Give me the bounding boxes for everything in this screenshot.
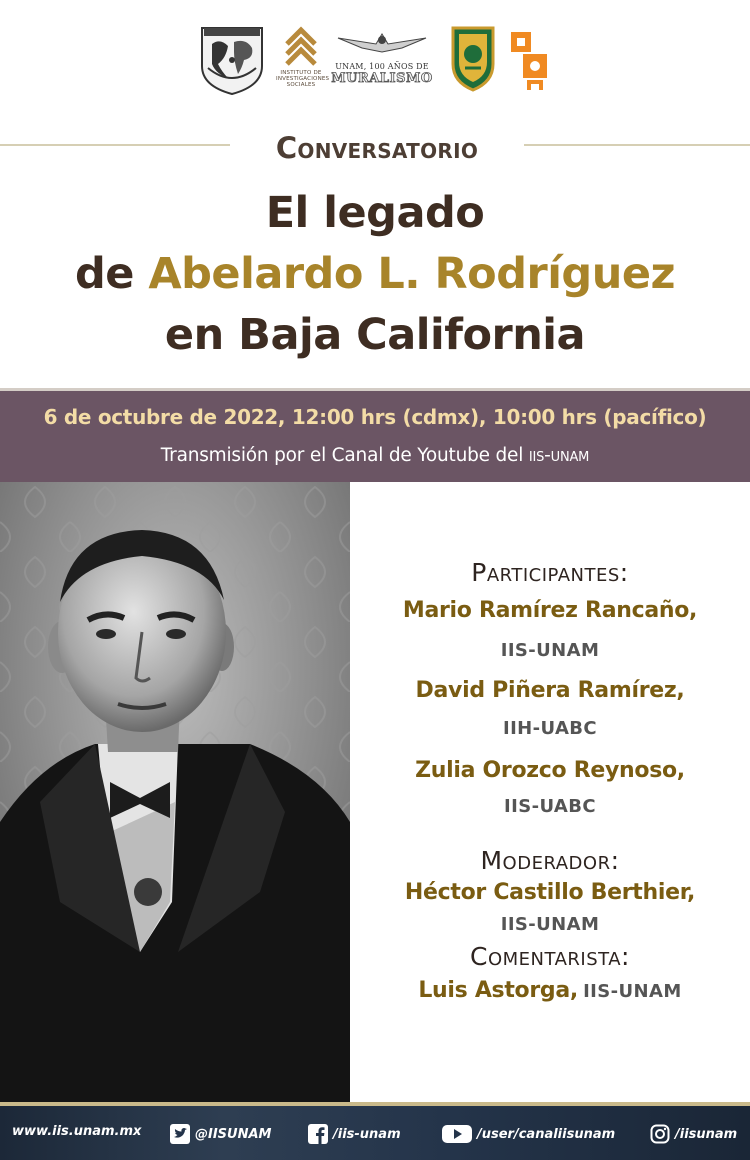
commentator-heading: Comentarista: (470, 942, 630, 971)
participant-institution: IIH-UABC (502, 718, 598, 739)
portrait-photo (0, 482, 350, 1102)
moderator-name: Héctor Castillo Berthier, (404, 880, 696, 905)
muralismo-line2: MURALISMO (331, 71, 433, 86)
title-line-2-prefix: de (74, 249, 149, 299)
title-line-3: en Baja California (164, 310, 586, 360)
iih-logo-icon (507, 28, 551, 94)
participant-name: Mario Ramírez Rancaño, (402, 598, 698, 623)
event-info-band (0, 388, 750, 482)
youtube-icon (442, 1124, 472, 1144)
stream-org: iis-unam (528, 445, 590, 466)
stream-info (0, 445, 750, 466)
website-link[interactable] (12, 1124, 141, 1139)
eagle-wings-icon (332, 30, 432, 56)
kicker-rule-left (0, 144, 230, 146)
unam-seal-icon (198, 24, 266, 96)
commentator-institution: IIS-UNAM (583, 981, 682, 1002)
facebook-handle: /iis-unam (333, 1126, 401, 1142)
youtube-handle: /user/canaliisunam (477, 1126, 616, 1142)
iis-caption-1: INSTITUTO DE (280, 70, 322, 76)
iis-caption-2: INVESTIGACIONES (276, 76, 330, 82)
facebook-link[interactable] (308, 1124, 401, 1144)
participants-panel (350, 482, 750, 1102)
participant-name: Zulia Orozco Reynoso, (415, 758, 685, 783)
instagram-handle: /iisunam (675, 1126, 738, 1142)
muralismo-line1: UNAM, 100 AÑOS DE (335, 62, 429, 71)
twitter-icon (170, 1124, 190, 1144)
moderator-institution: IIS-UNAM (500, 914, 600, 935)
iis-logo (276, 24, 330, 98)
twitter-handle: @IISUNAM (195, 1126, 272, 1142)
facebook-icon (308, 1124, 328, 1144)
uabc-shield-icon (449, 24, 497, 92)
iis-logo-icon (281, 24, 321, 70)
instagram-link[interactable] (650, 1124, 737, 1144)
title-honoree: Abelardo L. Rodríguez (148, 249, 676, 299)
youtube-link[interactable] (442, 1124, 615, 1144)
event-date: 6 de octubre de 2022, 12:00 hrs (cdmx), 10:00 hrs (pacífico) (43, 405, 707, 429)
participant-institution: IIS-UABC (504, 796, 596, 817)
commentator-line (350, 978, 750, 1003)
participant-institution: IIS-UNAM (500, 640, 600, 661)
muralismo-logo (330, 30, 434, 100)
commentator-name: Luis Astorga, (418, 978, 578, 1003)
moderator-heading: Moderador: (480, 846, 620, 875)
instagram-icon (650, 1124, 670, 1144)
participant-name: David Piñera Ramírez, (415, 678, 685, 703)
twitter-link[interactable] (170, 1124, 271, 1144)
website-text: www.iis.unam.mx (12, 1124, 142, 1139)
stream-prefix: Transmisión por el Canal de Youtube del (160, 445, 529, 466)
iis-caption-3: SOCIALES (286, 82, 316, 88)
kicker: Conversatorio (275, 131, 479, 165)
footer-bar (0, 1102, 750, 1160)
kicker-rule-right (524, 144, 750, 146)
title-line-1: El legado (265, 188, 485, 238)
participants-heading: Participantes: (471, 558, 629, 587)
title-line-2 (0, 249, 750, 299)
logo-bar (0, 22, 750, 102)
